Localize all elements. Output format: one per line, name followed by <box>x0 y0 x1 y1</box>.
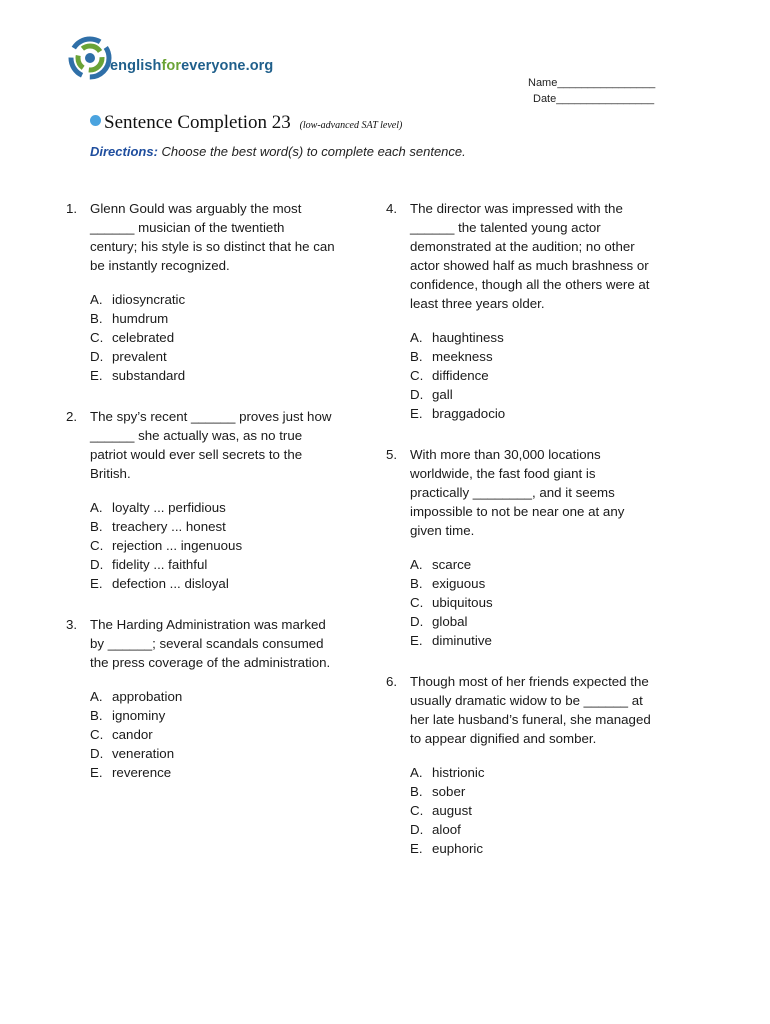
option-letter: A. <box>90 500 103 515</box>
site-name[interactable]: englishforeveryone.org <box>110 58 274 74</box>
answer-option <box>90 725 356 744</box>
question-stem: Glenn Gould was arguably the most ______ musician of the twentieth century; his style is so distinct that he can be instantly recognized. <box>90 201 335 273</box>
option-text: idiosyncratic <box>112 292 186 307</box>
option-text: diminutive <box>432 633 492 648</box>
option-text: global <box>432 614 468 629</box>
option-letter: A. <box>410 330 423 345</box>
option-text: celebrated <box>112 330 175 345</box>
answer-options <box>410 763 676 858</box>
option-letter: D. <box>410 387 424 402</box>
answer-option <box>410 404 676 423</box>
answer-options <box>90 687 356 782</box>
level-note: (low-advanced SAT level) <box>299 120 403 131</box>
option-text: defection ... disloyal <box>112 576 229 591</box>
bullet-icon <box>90 115 101 126</box>
answer-option <box>90 763 356 782</box>
option-text: ignominy <box>112 708 166 723</box>
question <box>66 615 356 782</box>
option-text: haughtiness <box>432 330 504 345</box>
answer-option <box>410 347 676 366</box>
answer-options <box>90 290 356 385</box>
directions-text: Choose the best word(s) to complete each sentence. <box>161 144 466 159</box>
option-text: histrionic <box>432 765 485 780</box>
answer-option <box>410 631 676 650</box>
answer-option <box>410 593 676 612</box>
option-text: loyalty ... perfidious <box>112 500 226 515</box>
option-text: treachery ... honest <box>112 519 226 534</box>
answer-option <box>90 536 356 555</box>
answer-option <box>410 839 676 858</box>
question <box>386 199 676 423</box>
answer-option <box>90 347 356 366</box>
option-letter: A. <box>410 557 423 572</box>
question <box>386 672 676 858</box>
option-letter: B. <box>90 708 103 723</box>
answer-option <box>410 801 676 820</box>
answer-options <box>410 328 676 423</box>
option-letter: B. <box>410 784 423 799</box>
answer-option <box>90 574 356 593</box>
question-number: 2. <box>66 409 78 424</box>
option-letter: A. <box>410 765 423 780</box>
question-stem: The Harding Administration was marked by ______; several scandals consumed the press coverage of the administration. <box>90 617 331 670</box>
option-text: meekness <box>432 349 493 364</box>
option-letter: D. <box>90 557 104 572</box>
question-number: 5. <box>386 447 398 462</box>
date-field: Date________________ <box>533 93 655 105</box>
answer-option <box>410 574 676 593</box>
option-letter: E. <box>90 368 103 383</box>
answer-option <box>90 744 356 763</box>
answer-option <box>90 706 356 725</box>
question-stem: The director was impressed with the ______ the talented young actor demonstrated at the audition; no other actor showed half as much brashness or confidence, though all the others were at least three years older. <box>410 201 650 311</box>
option-text: reverence <box>112 765 172 780</box>
option-text: rejection ... ingenuous <box>112 538 243 553</box>
option-letter: D. <box>410 822 424 837</box>
option-letter: D. <box>90 349 104 364</box>
answer-option <box>90 687 356 706</box>
directions-label: Directions: <box>90 144 158 159</box>
question-stem: With more than 30,000 locations worldwide, the fast food giant is practically ________, and it seems impossible to not be near one at any given time. <box>410 447 625 538</box>
option-letter: C. <box>410 368 424 383</box>
option-letter: B. <box>410 349 423 364</box>
option-text: euphoric <box>432 841 484 856</box>
option-text: aloof <box>432 822 461 837</box>
question-number: 3. <box>66 617 78 632</box>
left-column <box>66 199 356 782</box>
option-letter: B. <box>90 519 103 534</box>
option-letter: D. <box>410 614 424 629</box>
option-text: substandard <box>112 368 186 383</box>
directions <box>90 144 466 159</box>
option-text: candor <box>112 727 153 742</box>
option-letter: A. <box>90 689 103 704</box>
option-text: sober <box>432 784 466 799</box>
answer-option <box>90 517 356 536</box>
option-text: approbation <box>112 689 183 704</box>
question <box>66 407 356 593</box>
question-number: 4. <box>386 201 398 216</box>
option-text: diffidence <box>432 368 489 383</box>
option-letter: D. <box>90 746 104 761</box>
answer-option <box>90 555 356 574</box>
right-column <box>386 199 676 858</box>
option-text: august <box>432 803 472 818</box>
answer-option <box>90 498 356 517</box>
option-text: exiguous <box>432 576 486 591</box>
answer-option <box>410 385 676 404</box>
answer-option <box>90 366 356 385</box>
option-letter: C. <box>90 727 104 742</box>
option-text: scarce <box>432 557 472 572</box>
option-text: ubiquitous <box>432 595 493 610</box>
option-letter: A. <box>90 292 103 307</box>
option-text: braggadocio <box>432 406 506 421</box>
option-letter: E. <box>410 406 423 421</box>
option-text: humdrum <box>112 311 169 326</box>
option-letter: C. <box>90 330 104 345</box>
option-text: veneration <box>112 746 175 761</box>
answer-option <box>410 820 676 839</box>
option-text: prevalent <box>112 349 167 364</box>
option-letter: E. <box>410 841 423 856</box>
option-letter: C. <box>410 595 424 610</box>
answer-option <box>410 763 676 782</box>
question-number: 1. <box>66 201 78 216</box>
question-stem: Though most of her friends expected the usually dramatic widow to be ______ at her late husband’s funeral, she managed to appear dignified and somber. <box>410 674 651 746</box>
option-letter: C. <box>90 538 104 553</box>
question-stem: The spy’s recent ______ proves just how ______ she actually was, as no true patriot would ever sell secrets to the British. <box>90 409 332 481</box>
option-text: gall <box>432 387 453 402</box>
answer-option <box>410 366 676 385</box>
answer-option <box>90 309 356 328</box>
answer-option <box>410 782 676 801</box>
answer-option <box>90 290 356 309</box>
question-number: 6. <box>386 674 398 689</box>
answer-option <box>410 612 676 631</box>
option-letter: E. <box>90 576 103 591</box>
option-letter: E. <box>90 765 103 780</box>
answer-options <box>90 498 356 593</box>
answer-option <box>90 328 356 347</box>
name-field: Name________________ <box>528 77 656 89</box>
option-letter: E. <box>410 633 423 648</box>
option-text: fidelity ... faithful <box>112 557 208 572</box>
option-letter: C. <box>410 803 424 818</box>
answer-option <box>410 555 676 574</box>
question <box>386 445 676 650</box>
question <box>66 199 356 385</box>
option-letter: B. <box>90 311 103 326</box>
answer-options <box>410 555 676 650</box>
page-title: Sentence Completion 23 (low-advanced SAT level) <box>90 112 402 134</box>
option-letter: B. <box>410 576 423 591</box>
answer-option <box>410 328 676 347</box>
site-logo-icon <box>68 36 112 80</box>
